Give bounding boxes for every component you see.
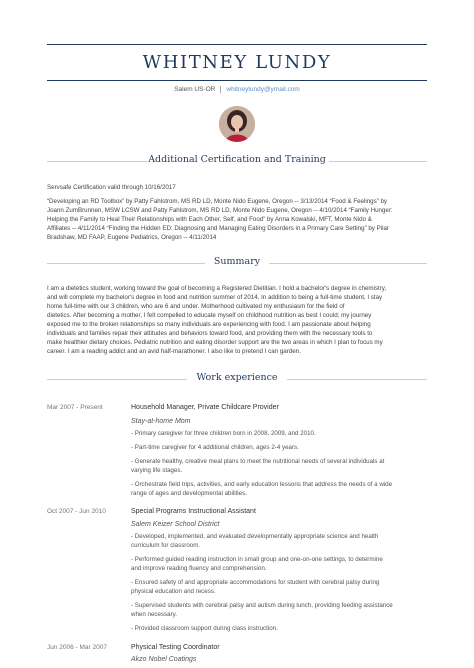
section-rule-right bbox=[287, 379, 427, 380]
job-company: Salem Keizer School District bbox=[131, 521, 220, 528]
summary-line: career. I am a reading addict and an avid half-marathoner. I also like to pretend I can garden. bbox=[47, 348, 301, 355]
job-bullet: range of ages and developmental abilities. bbox=[131, 490, 247, 497]
job-bullet: - Generate healthy, creative meal plans to meet the nutritional needs of several individuals at bbox=[131, 458, 385, 465]
summary-section-title: Summary bbox=[213, 256, 261, 267]
section-rule-right bbox=[329, 161, 427, 162]
experience-section-title: Work experience bbox=[196, 372, 278, 383]
job-bullet: - Part-time caregiver for 4 additional children, ages 2-4 years. bbox=[131, 444, 299, 451]
certification-paragraph-line: Bradshaw, MD FAAP, Eugene Pediatrics, Oregon -- 4/11/2014 bbox=[47, 234, 217, 241]
location-text: Salem US-OR bbox=[174, 86, 216, 94]
summary-line: I am a dietetics student, working toward the goal of becoming a Registered Dietitian. I hold a bachelor's degree in chemistry, bbox=[47, 285, 387, 292]
job-company: Akzo Nobel Coatings bbox=[131, 656, 197, 663]
email-link[interactable]: whitneylundy@ymail.com bbox=[226, 86, 300, 94]
header-top-rule bbox=[47, 44, 427, 45]
job-bullet: and improve reading fluency and comprehension. bbox=[131, 565, 267, 572]
summary-line: exposed me to the broken relationships so many individuals are experiencing with food. I am passionate about helping bbox=[47, 321, 371, 328]
certification-paragraph-line: Joann ZumBrunnen, MSW LCSW and Patty Fahlstrom, MS RD LD, Monte Nido Eugene, Oregon -- 4/10/2014 “Family Hunger: bbox=[47, 207, 393, 214]
certification-paragraph-line: Affiliates -- 4/11/2014 “Finding the Hidden ED: Diagnosing and Managing Eating Disorders in a Primary Care Setting” by Pilar bbox=[47, 225, 389, 232]
avatar bbox=[219, 106, 255, 142]
certification-section-header bbox=[47, 154, 427, 168]
job-bullet: - Developed, implemented, and evaluated developmentally appropriate science and health bbox=[131, 533, 379, 540]
candidate-name: WHITNEY LUNDY bbox=[142, 52, 332, 73]
job-bullet: - Supervised students with cerebral palsy and autism during lunch, providing feeding assistance bbox=[131, 602, 393, 609]
section-rule-right bbox=[269, 263, 427, 264]
summary-section-header bbox=[47, 256, 427, 270]
job-title: Household Manager, Private Childcare Provider bbox=[131, 404, 279, 411]
header-bottom-rule bbox=[47, 80, 427, 81]
certification-servsafe: Servsafe Certification valid through 10/16/2017 bbox=[47, 184, 176, 191]
summary-line: make healthier dietary choices. Pediatric nutrition and eating disorder support are the two areas in which I plan to focus my bbox=[47, 339, 383, 346]
job-company: Stay-at-home Mom bbox=[131, 418, 191, 425]
summary-line: individuals and families repair their attitudes and behaviors toward food, and providing them with the necessary tools to bbox=[47, 330, 373, 337]
job-date: Oct 2007 - Jun 2010 bbox=[47, 508, 106, 515]
contact-line bbox=[0, 86, 474, 93]
summary-line: dietetics. After becoming a mother, I felt compelled to educate myself on childhood nutrition as best I could; my journey bbox=[47, 312, 372, 319]
certification-paragraph-line: “Developing an RD Toolbox” by Patty Fahlstrom, MS RD LD, Monte Nido Eugene, Oregon -- 3/13/2014 “Food & Feelings” by bbox=[47, 198, 388, 205]
job-bullet: curriculum for classroom. bbox=[131, 542, 201, 549]
avatar-portrait-image bbox=[219, 106, 255, 142]
certification-section-title: Additional Certification and Training bbox=[148, 154, 326, 165]
job-date: Jun 2006 - Mar 2007 bbox=[47, 644, 107, 651]
job-bullet: physical education and recess. bbox=[131, 588, 216, 595]
job-bullet: varying life stages. bbox=[131, 467, 183, 474]
job-bullet: - Ensured safety of and appropriate accommodations for student with cerebral palsy during bbox=[131, 579, 380, 586]
job-bullet: - Primary caregiver for three children born in 2008, 2009, and 2010. bbox=[131, 430, 316, 437]
summary-line: and will complete my bachelor's degree in food and nutrition summer of 2014. In addition to being a full-time student, I stay bbox=[47, 294, 383, 301]
job-title: Physical Testing Coordinator bbox=[131, 644, 220, 651]
summary-line: home full-time with our 3 children, who are 6 and under. Motherhood cultivated my enthusiasm for the field of bbox=[47, 303, 345, 310]
certification-paragraph-line: Helping the Family to Heal Their Relationships with Each Other, Self, and Food” by Anna Kowalski, MFT, Monte Nido & bbox=[47, 216, 372, 223]
job-bullet: when necessary. bbox=[131, 611, 177, 618]
contact-divider bbox=[220, 86, 221, 93]
job-bullet: - Performed guided reading instruction in small group and one-on-one settings, to determine bbox=[131, 556, 383, 563]
job-bullet: - Orchestrate field trips, activities, and early education lessons that address the needs of a wide bbox=[131, 481, 393, 488]
job-bullet: - Provided classroom support during class instruction. bbox=[131, 625, 278, 632]
experience-section-header bbox=[47, 372, 427, 386]
job-date: Mar 2007 - Present bbox=[47, 404, 103, 411]
job-title: Special Programs Instructional Assistant bbox=[131, 508, 256, 515]
